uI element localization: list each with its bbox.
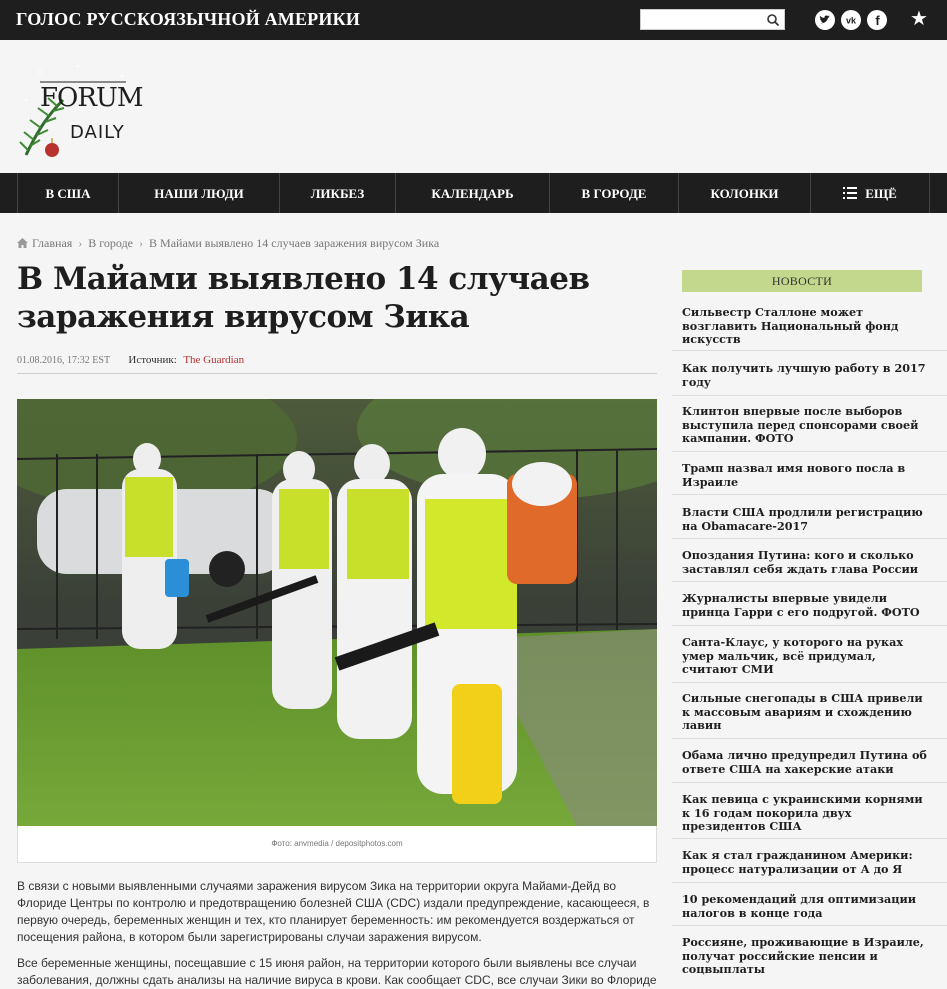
source-label: Источник:: [128, 354, 177, 366]
news-divider: [672, 581, 947, 582]
news-divider: [672, 538, 947, 539]
search-input[interactable]: [641, 11, 761, 30]
twitter-icon[interactable]: [815, 10, 835, 30]
article-paragraph: В связи с новыми выявленными случаями заражения вирусом Зика на территории округа Майами-Дейд во Флориде Центры по контролю и предотвращению болезней США (CDC) издали предупреждение, касающееся, в первую очередь, беременных женщин и тех, кто планирует беременность: им рекомендуется воздержаться от посещения района, в котором были зарегистрированы случаи заражения вирусом.: [17, 879, 650, 944]
nav-item-our-people[interactable]: НАШИ ЛЮДИ: [118, 173, 279, 213]
nav-item-columns[interactable]: КОЛОНКИ: [678, 173, 810, 213]
site-title[interactable]: ГОЛОС РУССКОЯЗЫЧНОЙ АМЕРИКИ: [16, 9, 361, 29]
news-item[interactable]: Как певица с украинскими корнями к 16 годам покорила двух президентов США: [682, 792, 923, 833]
meta-divider: [17, 373, 657, 374]
news-item[interactable]: Обама лично предупредил Путина об ответе США на хакерские атаки: [682, 748, 927, 776]
svg-text:vk: vk: [845, 15, 857, 26]
nav-item-calendar[interactable]: КАЛЕНДАРЬ: [395, 173, 549, 213]
news-divider: [672, 625, 947, 626]
news-item[interactable]: Власти США продлили регистрацию на Obamacare-2017: [682, 505, 923, 533]
nav-item-in-city[interactable]: В ГОРОДЕ: [549, 173, 678, 213]
nav-item-likbez[interactable]: ЛИКБЕЗ: [279, 173, 395, 213]
news-item[interactable]: Сильные снегопады в США привели к массовым авариям и схождению лавин: [682, 691, 923, 732]
vk-icon[interactable]: [841, 10, 861, 30]
breadcrumb-separator: ›: [139, 236, 144, 250]
news-item[interactable]: Клинтон впервые после выборов выступила перед спонсорами своей кампании. ФОТО: [682, 404, 919, 445]
menu-icon: [843, 187, 857, 199]
facebook-icon[interactable]: [867, 10, 887, 30]
news-item[interactable]: 10 рекомендаций для оптимизации налогов в конце года: [682, 892, 917, 920]
search-box[interactable]: [640, 9, 785, 30]
news-item[interactable]: Как я стал гражданином Америки: процесс натурализации от А до Я: [682, 848, 913, 876]
news-divider: [672, 782, 947, 783]
article-meta: [17, 354, 244, 366]
home-icon: [17, 238, 28, 248]
svg-text:FORUM: FORUM: [40, 83, 143, 113]
source-link[interactable]: The Guardian: [183, 354, 245, 366]
nav-more-label: ЕЩЁ: [865, 186, 897, 201]
news-heading: НОВОСТИ: [682, 270, 922, 292]
article-paragraph: Все беременные женщины, посещавшие с 15 июня район, на территории которого были выявлены все случаи заболевания, должны сдать анализы на наличие вируса в крови. Как сообщает CDC, все случаи Зики во Флориде: [17, 956, 657, 987]
nav-more-button[interactable]: [810, 173, 930, 213]
news-divider: [672, 350, 947, 351]
svg-text:f: f: [875, 13, 880, 28]
news-item[interactable]: Сильвестр Сталлоне может возглавить Национальный фонд искусств: [682, 305, 899, 346]
news-item[interactable]: Опоздания Путина: кого и сколько заставлял себя ждать глава России: [682, 548, 919, 576]
top-bar: [0, 0, 947, 40]
news-divider: [672, 682, 947, 683]
news-item[interactable]: Россияне, проживающие в Израиле, получат российские пенсии и соцвыплаты: [682, 935, 924, 976]
news-item[interactable]: Журналисты впервые увидели принца Гарри с его подругой. ФОТО: [682, 591, 920, 619]
news-divider: [672, 451, 947, 452]
star-icon[interactable]: ★: [910, 8, 928, 30]
nav-item-usa[interactable]: В США: [17, 173, 118, 213]
search-icon[interactable]: [766, 13, 780, 27]
news-divider: [672, 395, 947, 396]
main-nav: [0, 173, 947, 213]
breadcrumb-separator: ›: [78, 236, 83, 250]
news-divider: [672, 838, 947, 839]
breadcrumb-home[interactable]: Главная: [32, 236, 73, 250]
news-item[interactable]: Трамп назвал имя нового посла в Израиле: [682, 461, 906, 489]
article-photo: [17, 399, 657, 826]
photo-caption: Фото: anvmedia / depositphotos.com: [271, 839, 403, 848]
breadcrumb-current: В Майами выявлено 14 случаев заражения вирусом Зика: [149, 236, 440, 250]
article-date: 01.08.2016, 17:32 EST: [17, 355, 110, 366]
photo-caption-box: [17, 826, 657, 863]
news-item[interactable]: Как получить лучшую работу в 2017 году: [682, 361, 926, 389]
site-logo[interactable]: [18, 60, 143, 170]
svg-text:DAILY: DAILY: [70, 122, 125, 143]
breadcrumb: [17, 236, 439, 251]
news-divider: [672, 925, 947, 926]
article-title: В Майами выявлено 14 случаев заражения вирусом Зика: [17, 261, 590, 335]
news-divider: [672, 494, 947, 495]
breadcrumb-section[interactable]: В городе: [88, 236, 134, 250]
news-item[interactable]: Санта-Клаус, у которого на руках умер мальчик, всё придумал, считают СМИ: [682, 635, 904, 676]
news-divider: [672, 882, 947, 883]
news-divider: [672, 738, 947, 739]
